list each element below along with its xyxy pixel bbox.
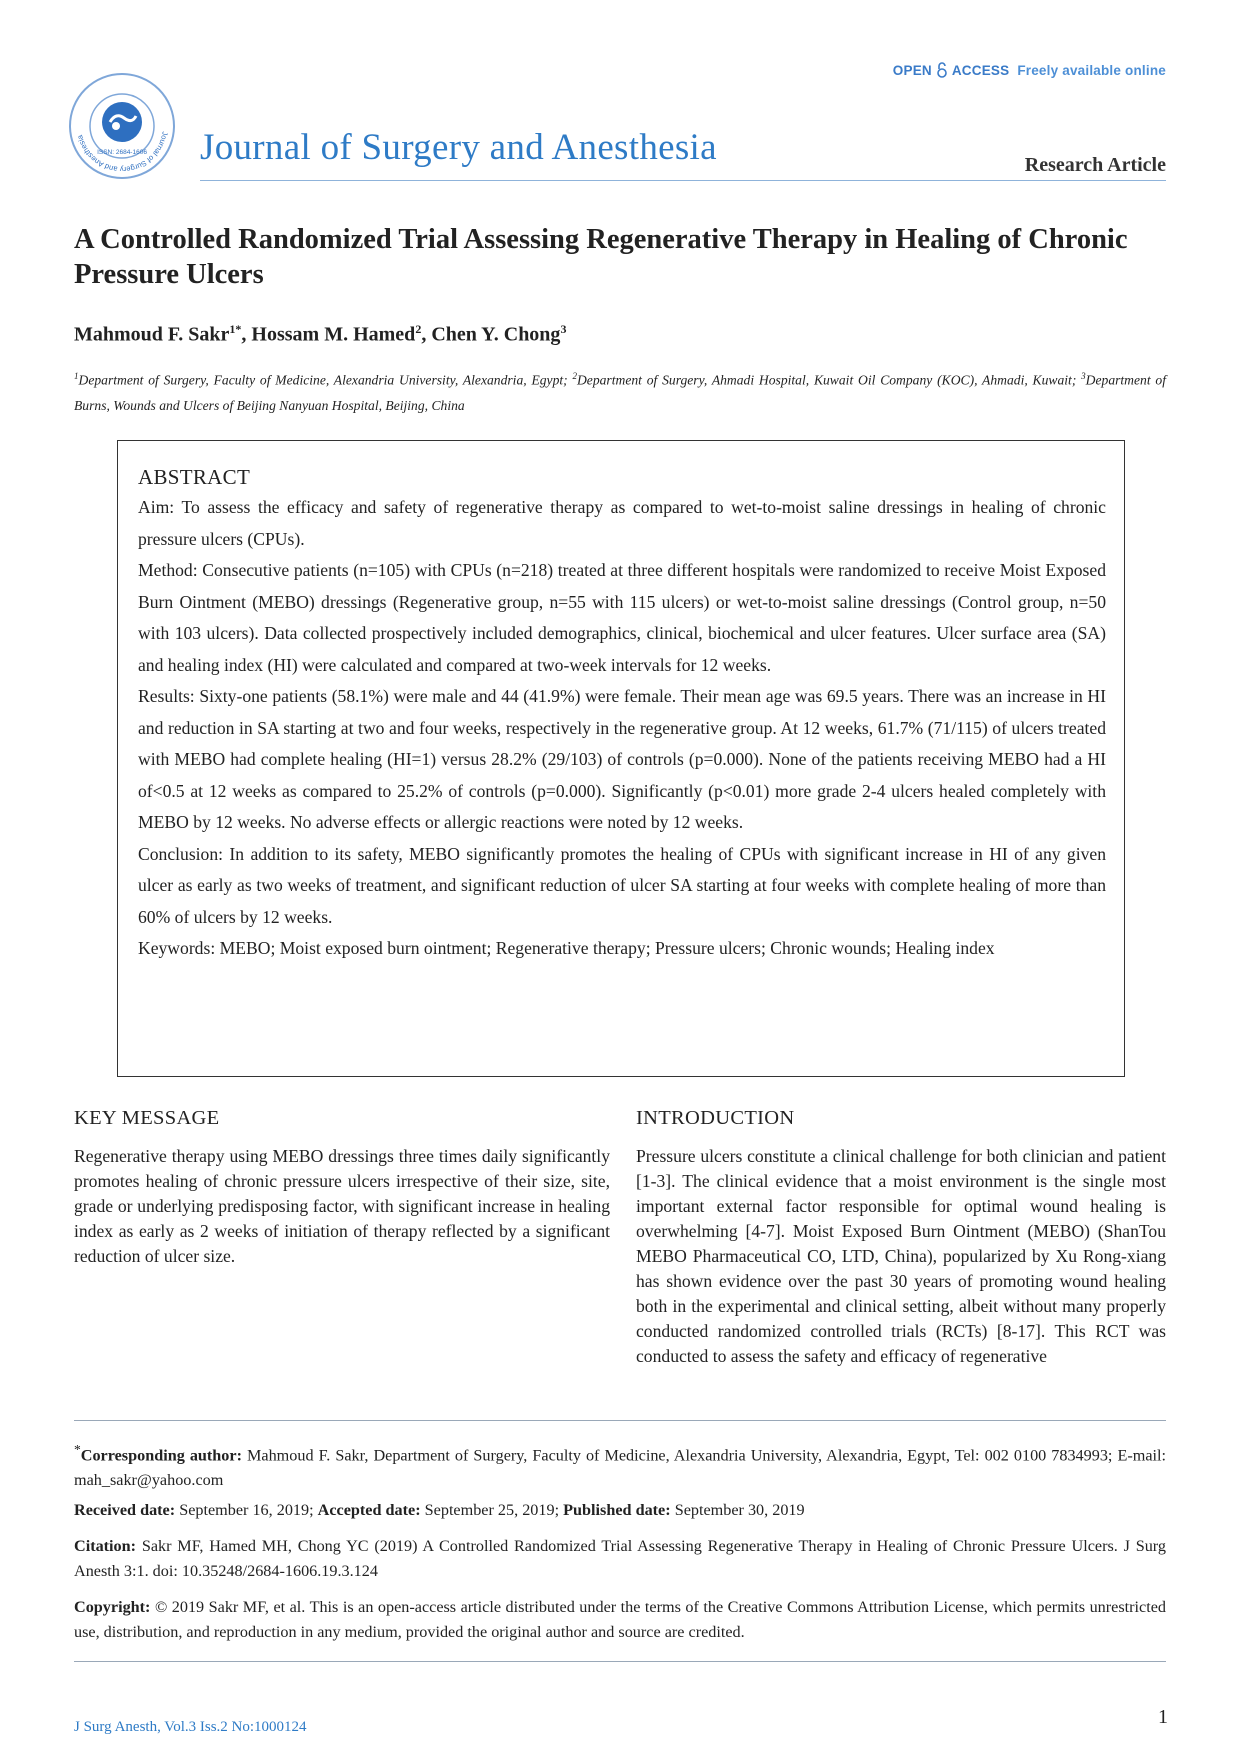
logo-issn: ISSN: 2684-1606 (97, 149, 147, 156)
freely-available-label: Freely available online (1017, 62, 1166, 78)
abstract-box (117, 440, 1125, 1077)
article-title: A Controlled Randomized Trial Assessing Regenerative Therapy in Healing of Chronic Pressure Ulcers (74, 224, 1128, 290)
page-number: 1 (1158, 1706, 1168, 1728)
author-list: Mahmoud F. Sakr$^{1*}$, Hossam M. Hamed$^2$, Chen Y. Chong$^3$ (74, 322, 567, 346)
abstract-conclusion: Conclusion: In addition to its safety, MEBO significantly promotes the healing of CPUs with significant increase in HI of any given ulcer as early as two weeks of treatment, and significant reduction of ulcer SA starting at four weeks with complete healing of more than 60% of ulcers by 12 weeks. (138, 843, 1107, 927)
key-message-heading: KEY MESSAGE (74, 1107, 220, 1129)
abstract-aim: Aim: To assess the efficacy and safety of regenerative therapy as compared to wet-to-moist saline dressings in healing of chronic pressure ulcers (CPUs). (138, 497, 1106, 549)
affiliation: Department of Burns, Wounds and Ulcers of Beijing Nanyuan Hospital, Beijing, China (74, 372, 1166, 413)
introduction-text: Pressure ulcers constitute a clinical challenge for both clinician and patient [1-3]. The clinical evidence that a moist environment is the single most important external factor responsible for optimal wound healing is overwhelming [4-7]. Moist Exposed Burn Ointment (MEBO) (ShanTou MEBO Pharmaceutical CO, LTD, China), popularized by Xu Rong-xiang has shown evidence over the past 30 years of promoting wound healing both in the experimental and clinical setting, albeit without many properly conducted randomized controlled trials (RCTs) [8-17]. This RCT was conducted to assess the safety and efficacy of regenerative (636, 1146, 1166, 1366)
footnote-divider (74, 1420, 1166, 1421)
abstract-results: Results: Sixty-one patients (58.1%) were male and 44 (41.9%) were female. Their mean age was 69.5 years. There was an increase in HI and reduction in SA starting at two and four weeks, respectively in the regenerative group. At 12 weeks, 61.7% (71/115) of ulcers treated with MEBO had complete healing (HI=1) versus 28.2% (29/103) of controls (p=0.000). None of the patients receiving MEBO had a HI of<0.5 at 12 weeks as compared to 25.2% of controls (p=0.000). Significantly (p<0.01) more grade 2-4 ulcers healed completely with MEBO by 12 weeks. No adverse effects or allergic reactions were noted by 12 weeks. (138, 686, 1106, 832)
author-name: Chen Y. Chong (431, 323, 561, 346)
access-label: ACCESS (951, 62, 1010, 78)
open-access-badge (893, 62, 1166, 78)
affiliations: $^1$Department of Surgery, Faculty of Medicine, Alexandria University, Alexandria, Egypt; $^2$Department of Surgery, Ahmadi Hospital, Kuwait Oil Company (KOC), Ahmadi, Kuwait; $^3$Department of Burns, Wounds and Ulcers of Beijing Nanyuan Hospital, Beijing, China (74, 371, 1166, 413)
journal-logo (66, 70, 178, 182)
journal-title: Journal of Surgery and Anesthesia (200, 127, 717, 168)
author-name: Mahmoud F. Sakr (74, 323, 230, 346)
introduction-heading: INTRODUCTION (636, 1107, 795, 1129)
key-message-text: Regenerative therapy using MEBO dressings three times daily significantly promotes healing of chronic pressure ulcers irrespective of their size, site, grade or underlying predisposing factor, with significant increase in healing index as early as 2 weeks of initiation of therapy reflected by a significant reduction of ulcer size. (74, 1146, 610, 1266)
author-sup: 1* (229, 322, 242, 336)
abstract-method: Method: Consecutive patients (n=105) with CPUs (n=218) treated at three different hospitals were randomized to receive Moist Exposed Burn Ointment (MEBO) dressings (Regenerative group, n=55 with 115 ulcers) or wet-to-moist saline dressings (Control group, n=50 with 103 ulcers). Data collected prospectively included demographics, clinical, biochemical and ulcer features. Ulcer surface area (SA) and healing index (HI) were calculated and compared at two-week intervals for 12 weeks. (138, 560, 1106, 675)
author-name: Hossam M. Hamed (251, 323, 416, 346)
abstract-heading: ABSTRACT (138, 465, 251, 489)
logo-ring-text: Journal of Surgery and Anesthesia (75, 130, 170, 175)
introduction-section (636, 1107, 1166, 1369)
corresponding-author: *Corresponding author: Mahmoud F. Sakr, Department of Surgery, Faculty of Medicine, Alexandria University, Alexandria, Egypt, Tel: 002 0100 7834993; E-mail: mah_sakr@yahoo.com (74, 1442, 1167, 1490)
dates-line: Received date: September 16, 2019; Accepted date: September 25, 2019; Published date: September 30, 2019 (74, 1501, 805, 1519)
article-type: Research Article (1024, 154, 1166, 176)
footer-divider (74, 1661, 1166, 1662)
key-message-section (74, 1107, 610, 1269)
header-divider (200, 180, 1166, 181)
author-sup: 3 (560, 322, 567, 336)
author-sup: 2 (415, 322, 422, 336)
copyright: Copyright: © 2019 Sakr MF, et al. This is an open-access article distributed under the terms of the Creative Commons Attribution License, which permits unrestricted use, distribution, and reproduction in any medium, provided the original author and source are credited. (74, 1598, 1166, 1641)
citation: Citation: Sakr MF, Hamed MH, Chong YC (2019) A Controlled Randomized Trial Assessing Regenerative Therapy in Healing of Chronic Pressure Ulcers. J Surg Anesth 3:1. doi: 10.35248/2684-1606.19.3.124 (74, 1537, 1167, 1580)
journal-reference: J Surg Anesth, Vol.3 Iss.2 No:1000124 (74, 1719, 307, 1735)
open-lock-icon (936, 62, 948, 78)
affiliation: Department of Surgery, Faculty of Medicine, Alexandria University, Alexandria, Egypt; (78, 372, 573, 388)
affiliation: Department of Surgery, Ahmadi Hospital, Kuwait Oil Company (KOC), Ahmadi, Kuwait; (576, 372, 1082, 388)
abstract-keywords: Keywords: MEBO; Moist exposed burn ointment; Regenerative therapy; Pressure ulcers; Chronic wounds; Healing index (138, 938, 995, 958)
open-label: OPEN (892, 62, 932, 78)
